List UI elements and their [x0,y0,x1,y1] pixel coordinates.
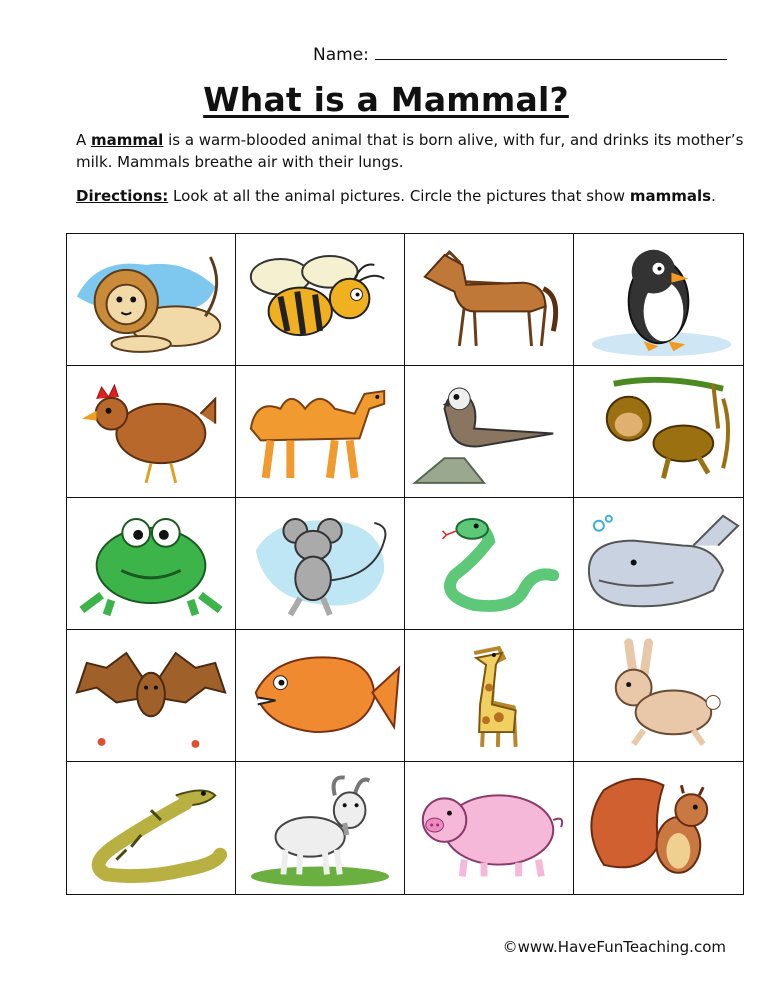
picture-cell-goat[interactable] [236,762,405,894]
picture-cell-horse[interactable] [405,234,574,366]
name-blank-line[interactable] [375,44,727,60]
fish-icon [236,630,404,761]
definition-text: is a warm-blooded animal that is born alive, with fur, and drinks its mother’s milk. Mammals breathe air with their lungs. [76,131,744,171]
squirrel-icon [574,762,743,894]
picture-cell-giraffe[interactable] [405,630,574,762]
picture-cell-lion[interactable] [67,234,236,366]
horse-icon [405,234,573,365]
bee-icon [236,234,404,365]
footer-copyright: ©www.HaveFunTeaching.com [502,938,726,956]
pig-icon [405,762,573,894]
frog-icon [67,498,235,629]
giraffe-icon [405,630,573,761]
picture-cell-bat[interactable] [67,630,236,762]
picture-cell-monkey[interactable] [574,366,743,498]
definition-prefix: A [76,131,92,149]
directions-emphasis: mammals [629,187,712,205]
snake-icon [405,498,573,629]
goat-icon [236,762,404,894]
picture-cell-frog[interactable] [67,498,236,630]
directions-paragraph [76,185,756,207]
picture-cell-bee[interactable] [236,234,405,366]
mouse-icon [236,498,404,629]
lion-icon [67,234,235,365]
whale-icon [574,498,743,629]
picture-cell-pig[interactable] [405,762,574,894]
picture-cell-chicken[interactable] [67,366,236,498]
name-label: Name: [313,45,369,65]
bat-icon [67,630,235,761]
camel-icon [236,366,404,497]
definition-term: mammal [91,131,164,149]
picture-cell-squirrel[interactable] [574,762,743,894]
hawk-icon [405,366,573,497]
directions-end: . [711,187,716,205]
picture-cell-lizard[interactable] [67,762,236,894]
animal-picture-grid [66,233,744,895]
definition-paragraph [76,129,746,173]
picture-cell-whale[interactable] [574,498,743,630]
directions-text: Look at all the animal pictures. Circle the pictures that show [168,187,630,205]
picture-cell-hawk[interactable] [405,366,574,498]
picture-cell-penguin[interactable] [574,234,743,366]
page-title: What is a Mammal? [203,80,569,119]
picture-cell-fish[interactable] [236,630,405,762]
picture-cell-snake[interactable] [405,498,574,630]
lizard-icon [67,762,235,894]
monkey-icon [574,366,743,497]
name-field[interactable] [313,44,727,65]
picture-cell-rabbit[interactable] [574,630,743,762]
picture-cell-camel[interactable] [236,366,405,498]
rabbit-icon [574,630,743,761]
directions-label: Directions: [76,187,169,205]
penguin-icon [574,234,743,365]
chicken-icon [67,366,235,497]
picture-cell-mouse[interactable] [236,498,405,630]
